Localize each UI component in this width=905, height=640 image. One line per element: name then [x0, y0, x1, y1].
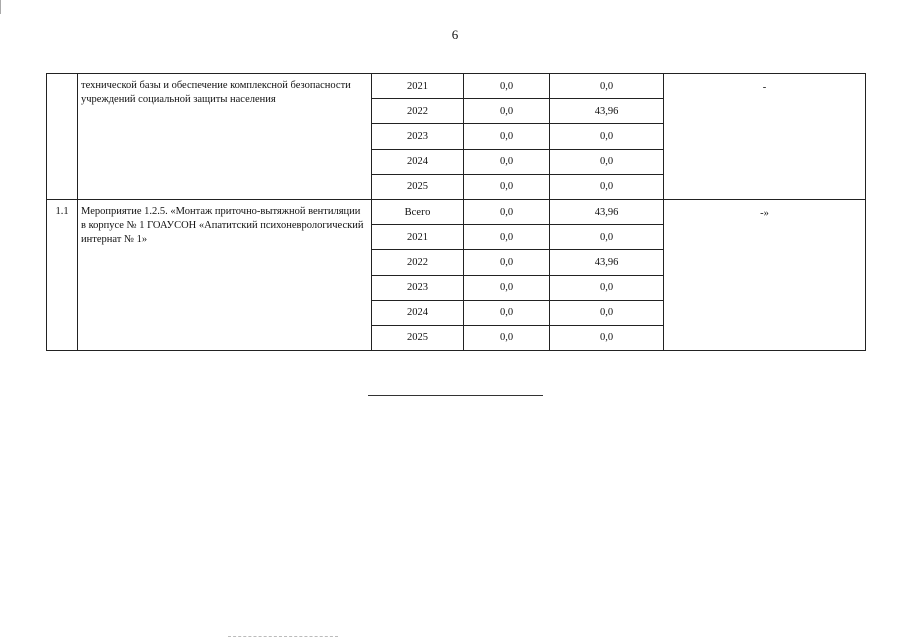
value-cell: 0,0 [550, 225, 664, 250]
value-cell: 0,0 [464, 325, 550, 350]
value-cell: 43,96 [550, 199, 664, 224]
scan-artifact [228, 636, 338, 637]
note-cell: - [664, 74, 866, 200]
value-cell: 0,0 [464, 300, 550, 325]
value-cell: 0,0 [464, 250, 550, 275]
page-number: 6 [451, 27, 459, 42]
item-description-cell: технической базы и обеспечение комплексной безопасности учреждений социальной защиты населения [78, 74, 372, 200]
year-cell: 2023 [372, 124, 464, 149]
year-cell: 2025 [372, 325, 464, 350]
value-cell: 0,0 [550, 124, 664, 149]
scan-edge-mark [0, 0, 9, 14]
year-cell: 2022 [372, 99, 464, 124]
value-cell: 0,0 [464, 174, 550, 199]
value-cell: 0,0 [464, 199, 550, 224]
value-cell: 0,0 [550, 74, 664, 99]
value-cell: 0,0 [464, 225, 550, 250]
year-cell: 2025 [372, 174, 464, 199]
funding-table [46, 73, 866, 351]
value-cell: 0,0 [550, 275, 664, 300]
value-cell: 43,96 [550, 99, 664, 124]
value-cell: 0,0 [550, 325, 664, 350]
value-cell: 0,0 [464, 74, 550, 99]
year-cell: 2021 [372, 74, 464, 99]
year-cell: Всего [372, 199, 464, 224]
value-cell: 0,0 [464, 275, 550, 300]
table-row [47, 74, 866, 99]
note-cell: -» [664, 199, 866, 350]
year-cell: 2024 [372, 149, 464, 174]
value-cell: 0,0 [464, 149, 550, 174]
value-cell: 0,0 [464, 99, 550, 124]
value-cell: 0,0 [464, 124, 550, 149]
value-cell: 0,0 [550, 174, 664, 199]
item-description-cell: Мероприятие 1.2.5. «Монтаж приточно-вытяжной вентиляции в корпусе № 1 ГОАУСОН «Апатитский психоневрологический интернат № 1» [78, 199, 372, 350]
table-row [47, 199, 866, 224]
item-number-cell: 1.1 [47, 199, 78, 350]
closing-rule-line [368, 395, 543, 396]
item-number-cell [47, 74, 78, 200]
value-cell: 0,0 [550, 149, 664, 174]
year-cell: 2022 [372, 250, 464, 275]
year-cell: 2021 [372, 225, 464, 250]
value-cell: 0,0 [550, 300, 664, 325]
year-cell: 2024 [372, 300, 464, 325]
year-cell: 2023 [372, 275, 464, 300]
value-cell: 43,96 [550, 250, 664, 275]
